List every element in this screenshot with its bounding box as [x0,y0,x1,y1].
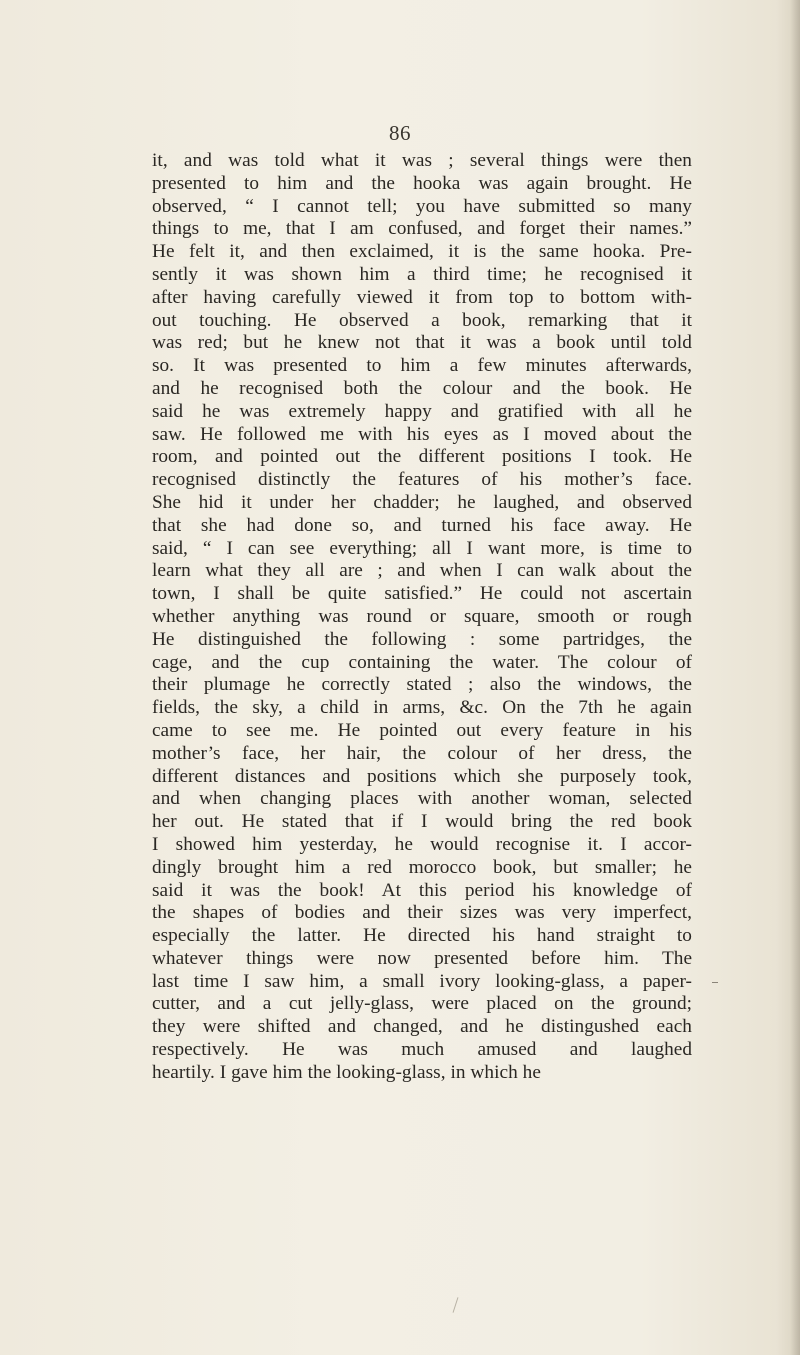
text-line: that she had done so, and turned his face away. He [152,514,692,536]
text-line: so. It was presented to him a few minutes afterwards, [152,355,692,377]
text-line: things to me, that I am confused, and forget their names.” [152,218,692,240]
text-line: after having carefully viewed it from top to bottom with- [152,286,692,308]
text-line: dingly brought him a red morocco book, but smaller; he [152,856,692,878]
body-text [152,150,692,1085]
text-line: presented to him and the hooka was again brought. He [152,172,692,194]
text-line: said he was extremely happy and gratified with all he [152,400,692,422]
text-line: came to see me. He pointed out every feature in his [152,719,692,741]
text-line: and when changing places with another woman, selected [152,788,692,810]
text-line: He distinguished the following : some partridges, the [152,628,692,650]
text-line: it, and was told what it was ; several things were then [152,150,692,171]
text-line: their plumage he correctly stated ; also the windows, the [152,674,692,696]
text-line: different distances and positions which she purposely took, [152,765,692,787]
text-line: town, I shall be quite satisfied.” He could not ascertain [152,583,692,605]
stray-pencil-mark [453,1297,459,1313]
text-line: fields, the sky, a child in arms, &c. On the 7th he again [152,697,692,719]
text-line: sently it was shown him a third time; he recognised it [152,263,692,285]
text-line: I showed him yesterday, he would recognise it. I accor- [152,833,692,855]
text-line: cutter, and a cut jelly-glass, were placed on the ground; [152,993,692,1015]
text-line: especially the latter. He directed his hand straight to [152,925,692,947]
page-number: 86 [389,121,411,145]
text-line: He felt it, and then exclaimed, it is the same hooka. Pre- [152,241,692,263]
text-line: respectively. He was much amused and laughed [152,1039,692,1061]
text-line: saw. He followed me with his eyes as I moved about the [152,423,692,445]
text-line: her out. He stated that if I would bring the red book [152,811,692,833]
text-line: learn what they all are ; and when I can walk about the [152,560,692,582]
text-line: whether anything was round or square, smooth or rough [152,605,692,627]
margin-mark [712,982,718,983]
text-line: said it was the book! At this period his knowledge of [152,879,692,901]
text-line: was red; but he knew not that it was a book until told [152,332,692,354]
text-line: recognised distinctly the features of his mother’s face. [152,469,692,491]
text-line: She hid it under her chadder; he laughed, and observed [152,491,692,513]
text-line: mother’s face, her hair, the colour of her dress, the [152,742,692,764]
text-line: they were shifted and changed, and he distingushed each [152,1016,692,1038]
text-line: room, and pointed out the different positions I took. He [152,446,692,468]
text-line: last time I saw him, a small ivory looking-glass, a paper- [152,970,692,992]
text-line: out touching. He observed a book, remarking that it [152,309,692,331]
text-line: said, “ I can see everything; all I want more, is time to [152,537,692,559]
text-line: cage, and the cup containing the water. The colour of [152,651,692,673]
text-line: whatever things were now presented before him. The [152,947,692,969]
text-line: and he recognised both the colour and the book. He [152,377,692,399]
text-line: heartily. I gave him the looking-glass, in which he [152,1061,541,1083]
page-edge-shadow [790,0,800,1355]
text-line: the shapes of bodies and their sizes was very imperfect, [152,902,692,924]
text-line: observed, “ I cannot tell; you have submitted so many [152,195,692,217]
